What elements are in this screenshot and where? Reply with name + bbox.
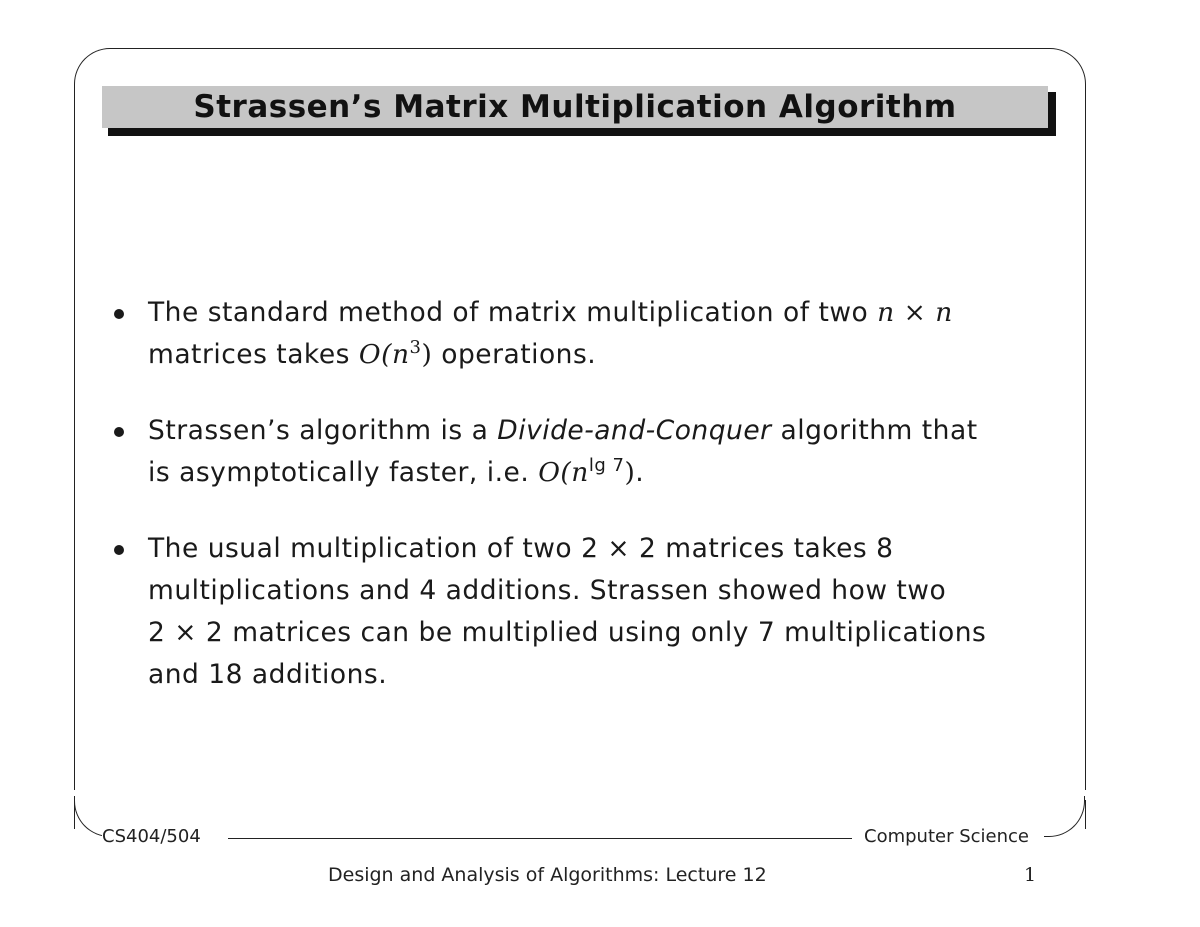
math-paren: ) (421, 339, 433, 370)
bullet-dot (114, 309, 124, 319)
frame-mask (72, 790, 1088, 800)
bullet-dot (114, 427, 124, 437)
math-exponent: 3 (409, 337, 422, 359)
bullet-item (112, 410, 1077, 494)
bullet-text: is asymptotically faster, i.e. (148, 457, 539, 488)
bullet-text: algorithm that (771, 415, 978, 446)
math-expression: n × n (877, 297, 953, 328)
math-exponent: lg 7 (588, 455, 625, 477)
slide-title: Strassen’s Matrix Multiplication Algorithm (193, 89, 957, 125)
footer-department: Computer Science (858, 826, 1029, 847)
bullet-text: Strassen’s algorithm is a (148, 415, 498, 446)
bullet-text: matrices takes (148, 339, 359, 370)
bullet-text: . (635, 457, 645, 488)
bullet-line (148, 292, 1077, 334)
footer-rule (228, 838, 852, 839)
bullet-text: operations. (432, 339, 597, 370)
title-box (102, 86, 1048, 128)
math-expression: O(n (358, 339, 410, 370)
frame-corner-right (1044, 796, 1085, 837)
bullet-item (112, 292, 1077, 376)
bullet-line: 2 × 2 matrices can be multiplied using only 7 multiplications (148, 617, 987, 648)
bullet-text: The standard method of matrix multiplication of two (148, 297, 878, 328)
bullet-item (112, 528, 1077, 696)
page-number: 1 (1024, 864, 1037, 886)
math-paren: ) (624, 457, 636, 488)
bullet-line (148, 410, 1077, 452)
bullet-dot (114, 545, 124, 555)
emphasis-text: Divide-and-Conquer (497, 415, 772, 446)
bullet-line (148, 334, 1077, 376)
footer-course: CS404/504 (102, 826, 207, 847)
math-expression: O(n (538, 457, 589, 488)
bullet-list (112, 292, 1077, 730)
bullet-line: The usual multiplication of two 2 × 2 matrices takes 8 (148, 533, 894, 564)
bullet-line (148, 452, 1077, 494)
lecture-caption: Design and Analysis of Algorithms: Lecture 12 (328, 864, 767, 886)
bullet-line: multiplications and 4 additions. Strassen showed how two (148, 575, 947, 606)
bullet-line: and 18 additions. (148, 659, 388, 690)
